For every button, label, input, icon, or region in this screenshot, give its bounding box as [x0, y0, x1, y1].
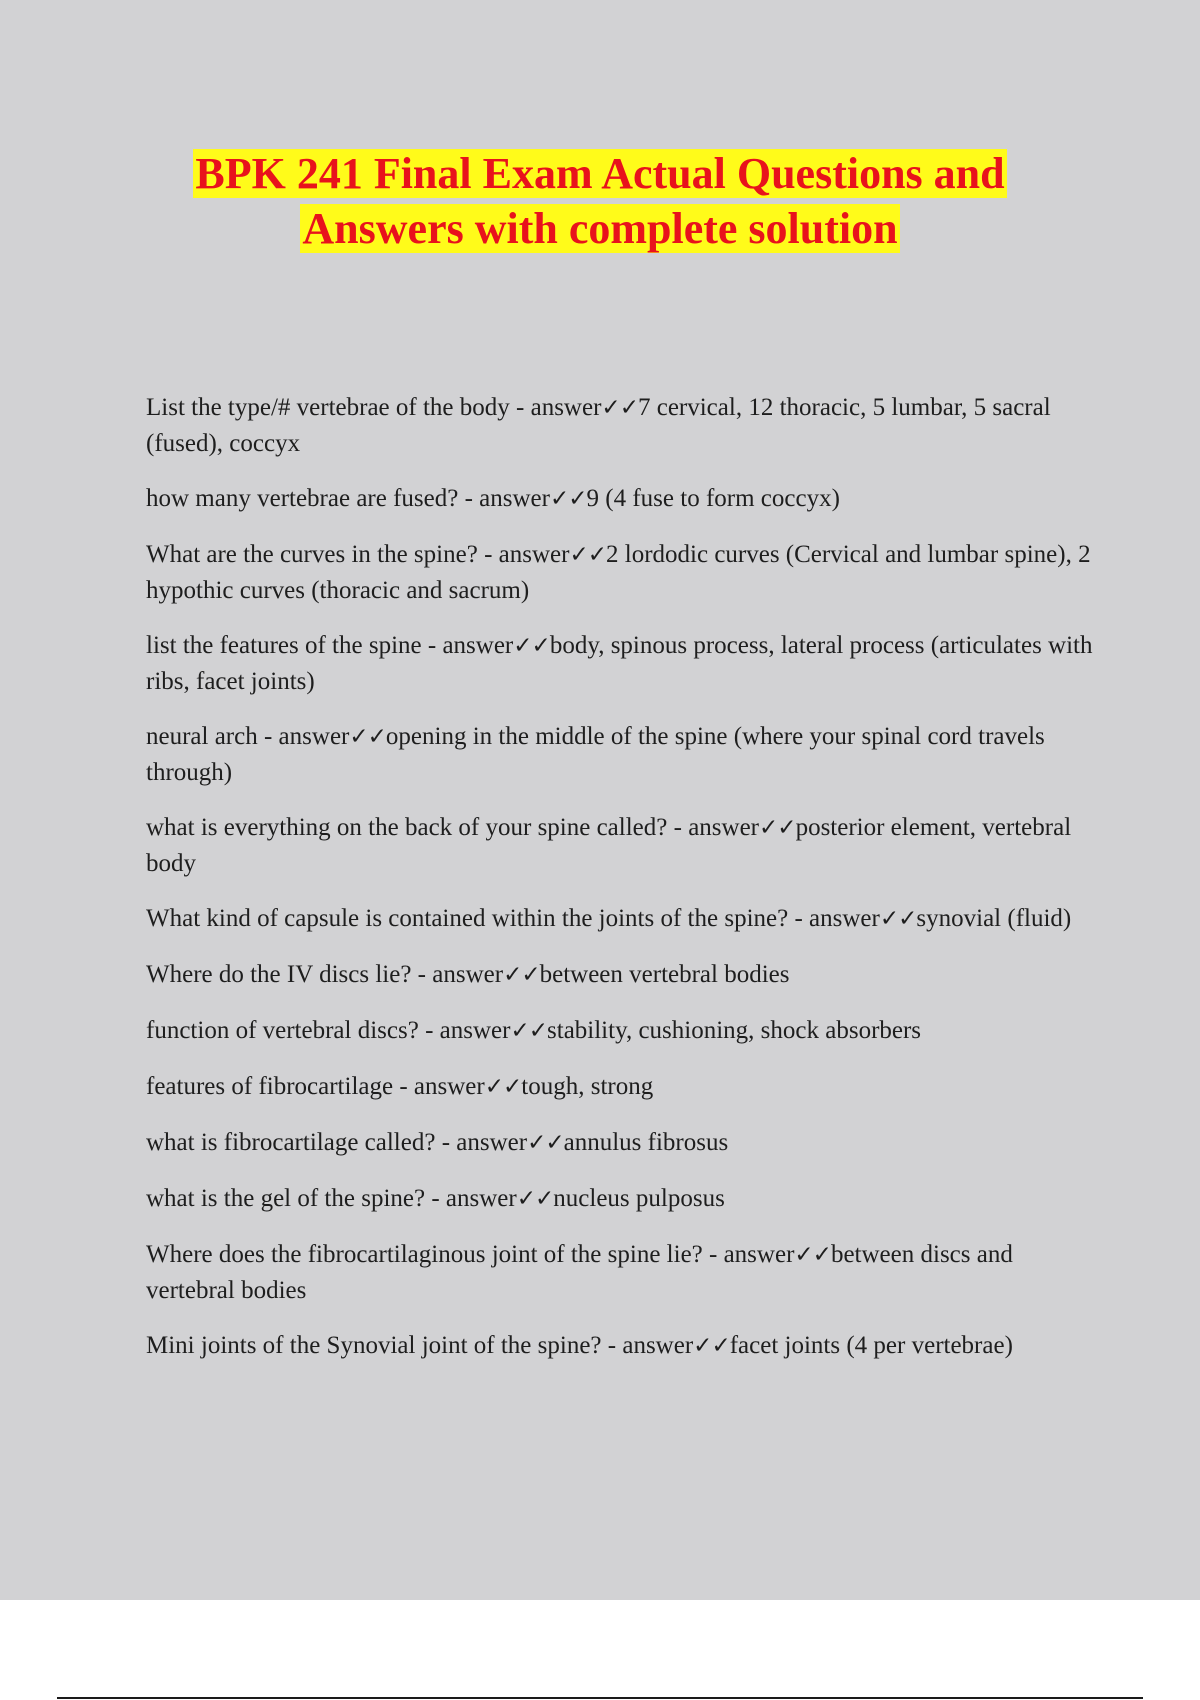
question-text: function of vertebral discs?: [146, 1017, 419, 1044]
title-line-1: BPK 241 Final Exam Actual Questions and: [195, 149, 1005, 198]
answer-text: nucleus pulposus: [553, 1185, 725, 1212]
question-text: What are the curves in the spine?: [146, 541, 478, 568]
check-marks-icon: ✓✓: [693, 1333, 730, 1359]
qa-list: [146, 390, 1096, 1384]
answer-text: synovial (fluid): [916, 905, 1072, 932]
question-text: list the features of the spine: [146, 632, 422, 659]
answer-separator: - answer: [702, 1241, 795, 1268]
check-marks-icon: ✓✓: [516, 1186, 554, 1212]
answer-separator: - answer: [667, 814, 760, 841]
answer-text: opening in the middle of the spine (where your spinal cord travels through): [146, 723, 1045, 786]
answer-text: stability, cushioning, shock absorbers: [547, 1017, 922, 1044]
qa-item: [146, 719, 1096, 790]
qa-item: [146, 901, 1096, 937]
answer-text: tough, strong: [521, 1073, 654, 1100]
qa-item: [146, 481, 1096, 517]
answer-text: between vertebral bodies: [539, 961, 790, 988]
question-text: Where does the fibrocartilaginous joint of the spine lie?: [146, 1241, 703, 1268]
qa-item: [146, 1125, 1096, 1161]
question-text: what is everything on the back of your spine called?: [146, 814, 668, 841]
check-marks-icon: ✓✓: [601, 395, 638, 421]
answer-text: between discs and vertebral bodies: [146, 1241, 1013, 1304]
check-marks-icon: ✓✓: [569, 542, 606, 568]
check-marks-icon: ✓✓: [513, 633, 550, 659]
qa-item: [146, 1181, 1096, 1217]
answer-separator: - answer: [418, 1017, 511, 1044]
answer-separator: - answer: [393, 1073, 485, 1100]
question-text: what is fibrocartilage called?: [146, 1129, 436, 1156]
answer-separator: - answer: [257, 723, 350, 750]
question-text: how many vertebrae are fused?: [146, 485, 459, 512]
qa-item: [146, 537, 1096, 608]
qa-item: [146, 810, 1096, 881]
check-marks-icon: ✓✓: [879, 906, 917, 932]
answer-text: body, spinous process, lateral process (articulates with ribs, facet joints): [146, 632, 1093, 695]
answer-separator: - answer: [435, 1129, 528, 1156]
answer-text: 2 lordodic curves (Cervical and lumbar spine), 2 hypothic curves (thoracic and sacrum): [146, 541, 1091, 604]
check-marks-icon: ✓✓: [484, 1074, 522, 1100]
check-marks-icon: ✓✓: [549, 486, 587, 512]
document-title: [0, 146, 1200, 256]
question-text: What kind of capsule is contained within the joints of the spine?: [146, 905, 789, 932]
answer-separator: - answer: [458, 485, 550, 512]
bottom-divider: [57, 1697, 1143, 1699]
qa-item: [146, 1237, 1096, 1308]
answer-separator: - answer: [425, 1185, 517, 1212]
check-marks-icon: ✓✓: [759, 815, 796, 841]
qa-item: [146, 1328, 1096, 1364]
check-marks-icon: ✓✓: [527, 1130, 564, 1156]
answer-text: annulus fibrosus: [563, 1129, 729, 1156]
qa-item: [146, 957, 1096, 993]
answer-separator: - answer: [477, 541, 570, 568]
check-marks-icon: ✓✓: [503, 962, 540, 988]
answer-separator: - answer: [411, 961, 504, 988]
question-text: Mini joints of the Synovial joint of the spine?: [146, 1332, 602, 1359]
question-text: Where do the IV discs lie?: [146, 961, 412, 988]
answer-text: facet joints (4 per vertebrae): [729, 1332, 1013, 1359]
answer-separator: - answer: [601, 1332, 694, 1359]
answer-text: 9 (4 fuse to form coccyx): [586, 485, 840, 512]
title-line-2: Answers with complete solution: [302, 204, 898, 253]
answer-separator: - answer: [788, 905, 880, 932]
qa-item: [146, 390, 1096, 461]
question-text: features of fibrocartilage: [146, 1073, 394, 1100]
answer-separator: - answer: [421, 632, 514, 659]
question-text: what is the gel of the spine?: [146, 1185, 426, 1212]
check-marks-icon: ✓✓: [510, 1018, 548, 1044]
question-text: neural arch: [146, 723, 258, 750]
answer-text: posterior element, vertebral body: [146, 814, 1072, 877]
check-marks-icon: ✓✓: [794, 1242, 831, 1268]
answer-separator: - answer: [509, 394, 602, 421]
qa-item: [146, 1013, 1096, 1049]
qa-item: [146, 1069, 1096, 1105]
check-marks-icon: ✓✓: [349, 724, 386, 750]
question-text: List the type/# vertebrae of the body: [146, 394, 510, 421]
qa-item: [146, 628, 1096, 699]
answer-text: 7 cervical, 12 thoracic, 5 lumbar, 5 sacral (fused), coccyx: [146, 394, 1051, 457]
